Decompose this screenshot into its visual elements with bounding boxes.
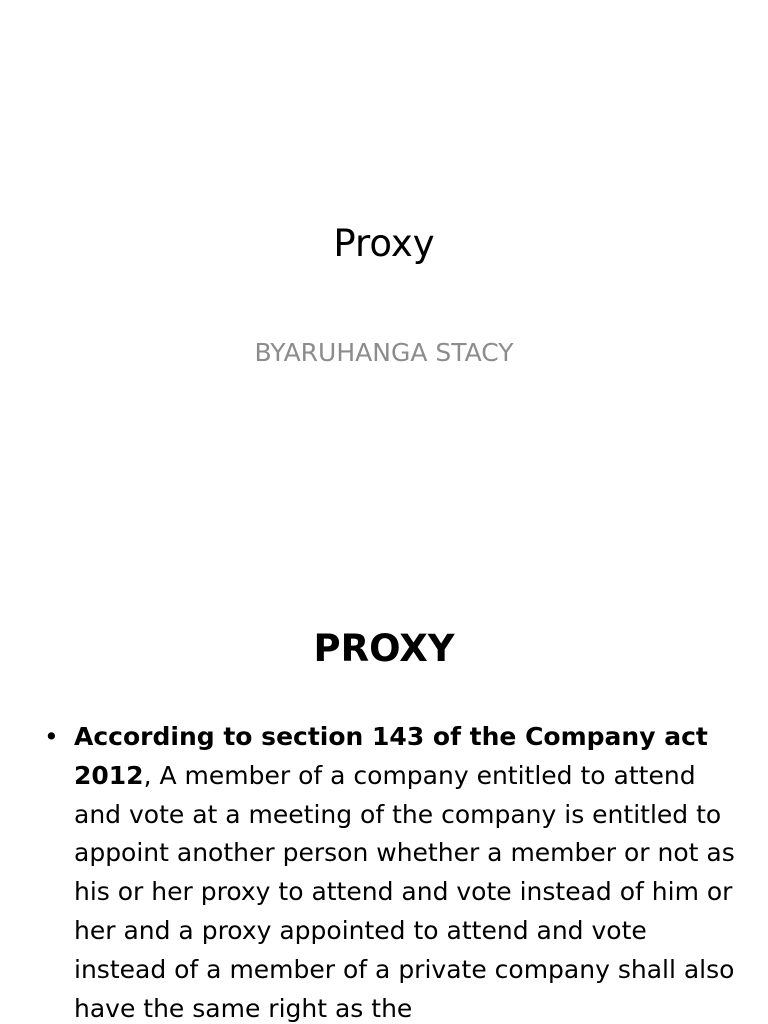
- bullet-text: , A member of a company entitled to attend and vote at a meeting of the company is entitled to appoint another person whether a member or not as his or her proxy to attend and vote instead of him or her and a proxy appointed to attend and vote instead of a member of a private company shall also have the same right as the: [74, 760, 735, 1023]
- bullet-bold-text: According to section 143 of the Company act 2012: [74, 722, 708, 790]
- bullet-list: [44, 718, 744, 1024]
- slide-subtitle: BYARUHANGA STACY: [254, 338, 514, 367]
- bullet-icon: •: [44, 722, 59, 751]
- slide-heading: PROXY: [313, 627, 455, 670]
- slide-title: Proxy: [333, 222, 435, 265]
- content-slide: [0, 576, 768, 1024]
- list-item: [44, 718, 744, 1024]
